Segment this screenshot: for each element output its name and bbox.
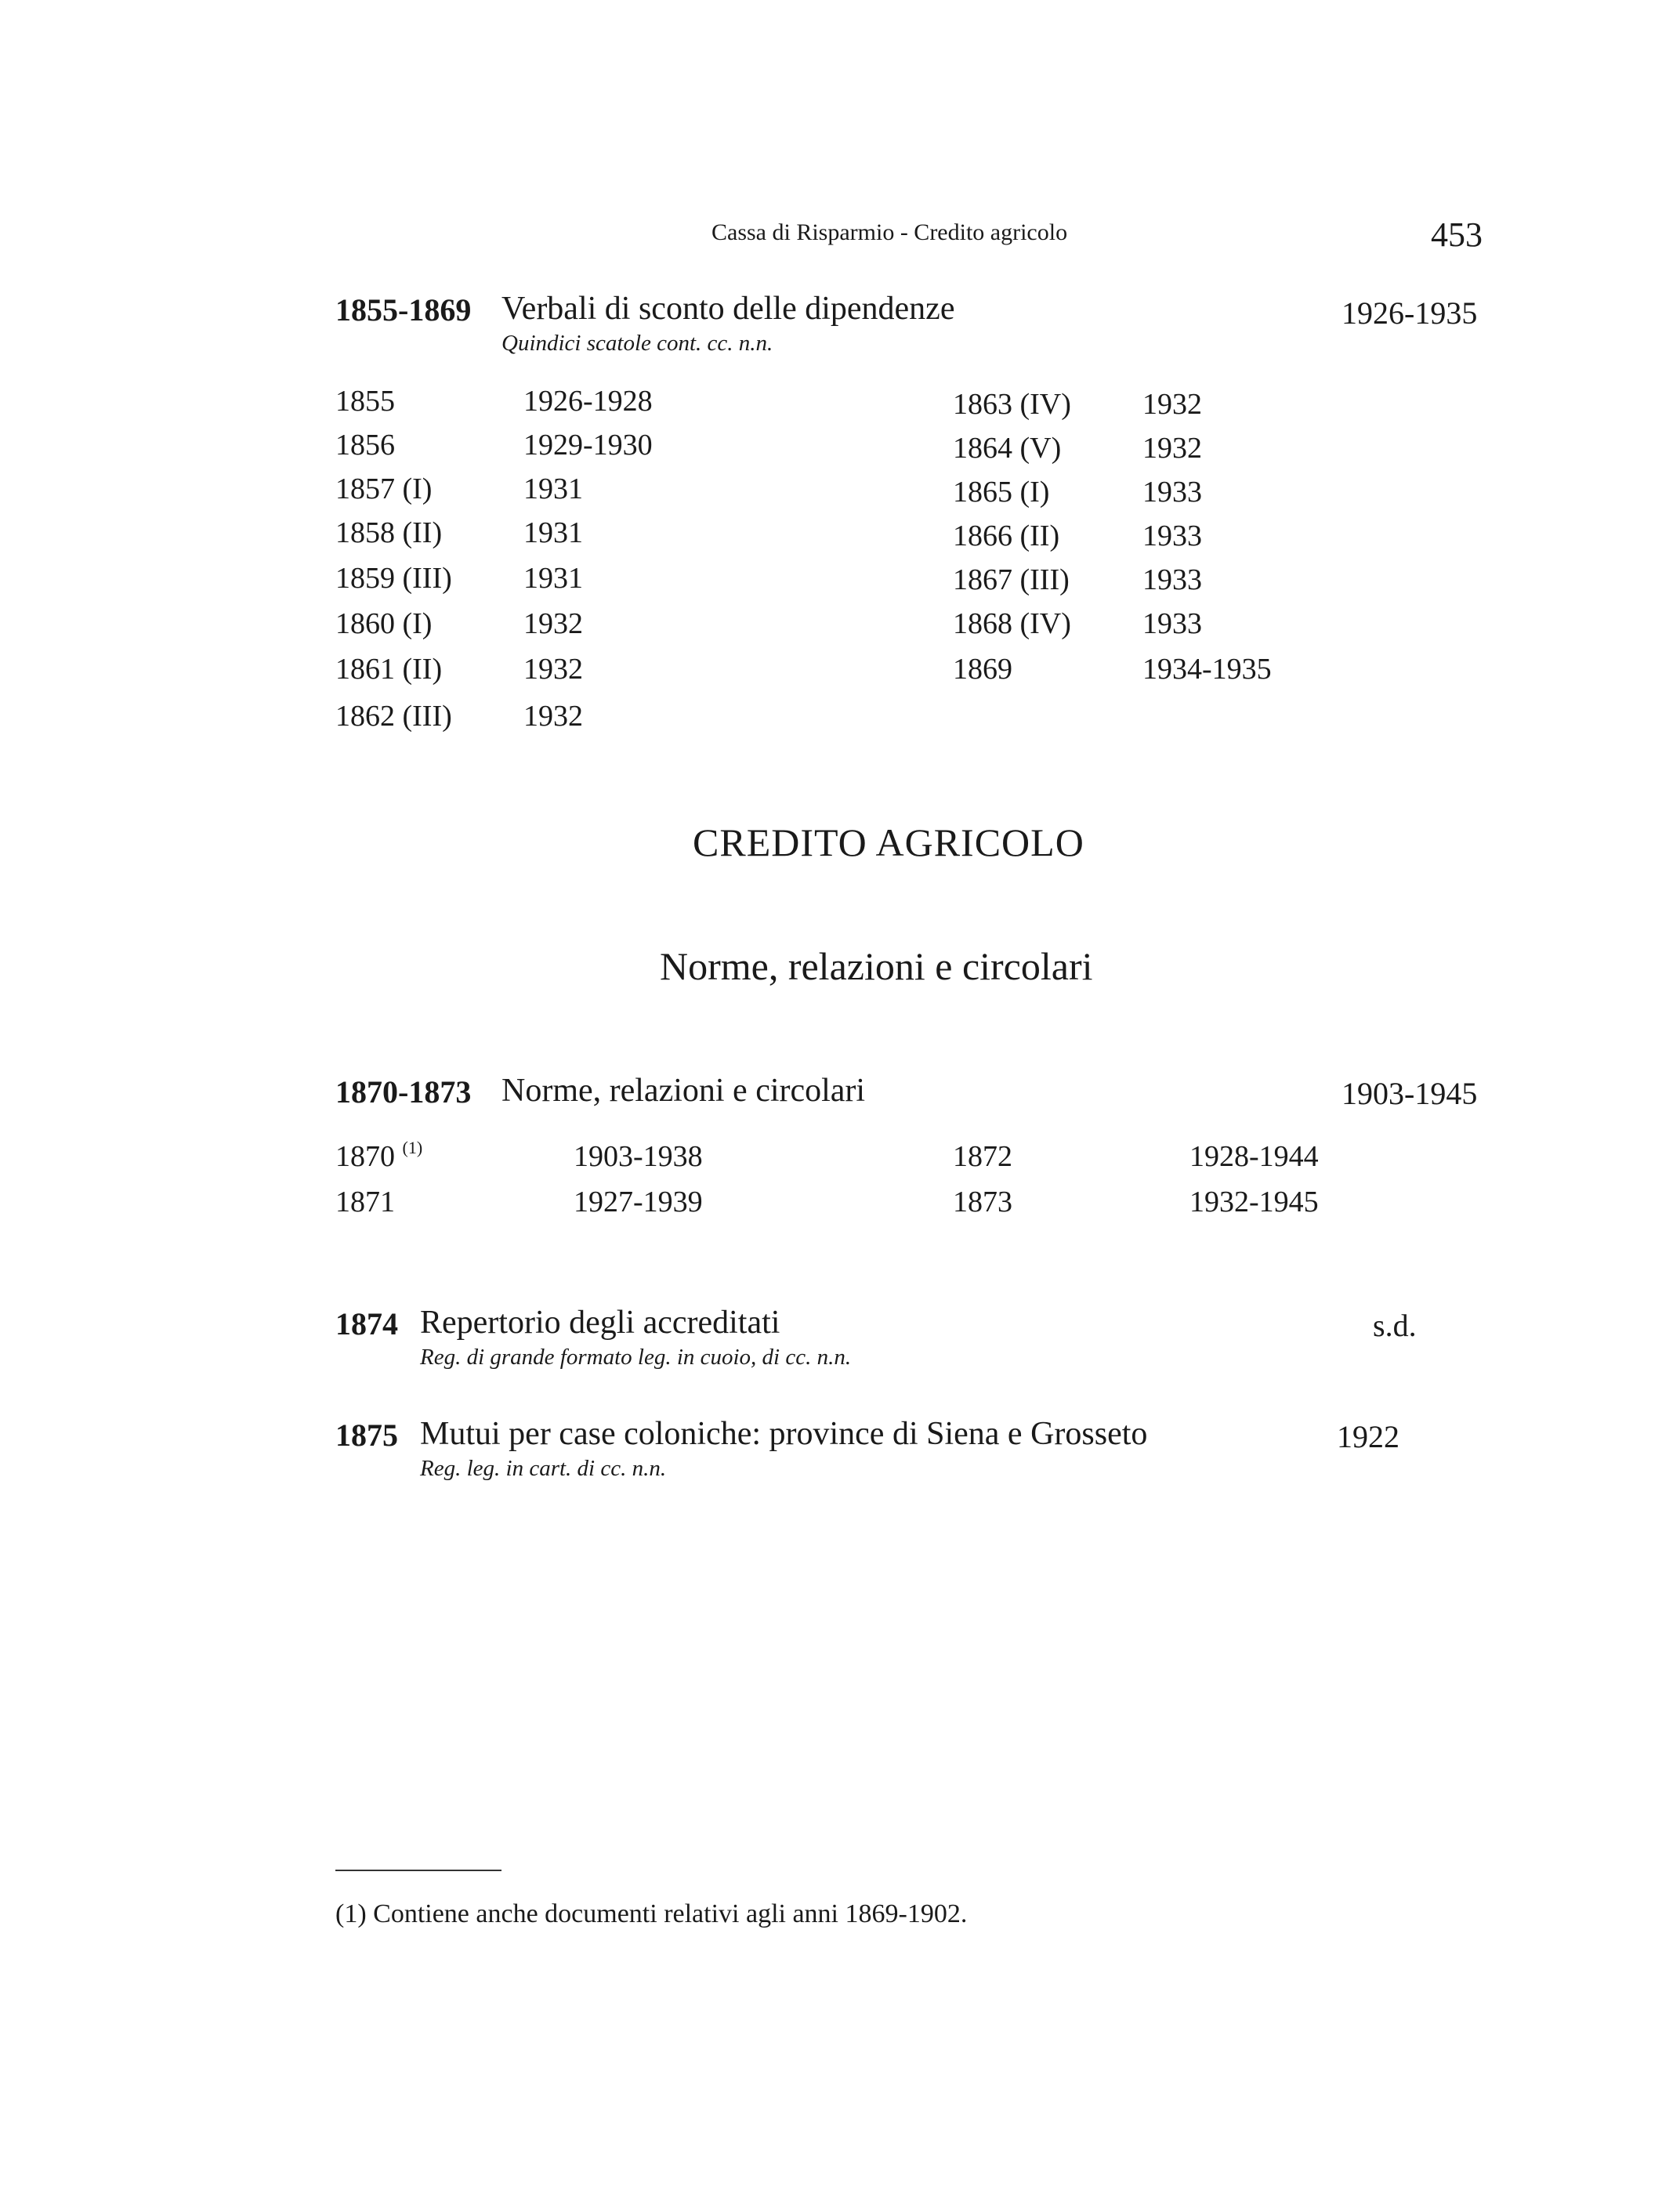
row-unit: 1865 (I) bbox=[953, 476, 1050, 509]
row-dates: 1931 bbox=[523, 562, 583, 595]
entry-date: 1922 bbox=[1337, 1419, 1399, 1454]
row-unit-number: 1870 bbox=[335, 1140, 395, 1173]
row-unit: 1863 (IV) bbox=[953, 388, 1071, 421]
row-unit: 1860 (I) bbox=[335, 607, 433, 640]
row-dates: 1927-1939 bbox=[574, 1186, 703, 1218]
row-dates: 1932 bbox=[1142, 388, 1202, 421]
row-dates: 1932-1945 bbox=[1189, 1186, 1319, 1218]
row-unit: 1861 (II) bbox=[335, 653, 443, 686]
footnote-divider bbox=[335, 1870, 501, 1871]
entry-description: Reg. di grande formato leg. in cuoio, di cc. n.n. bbox=[420, 1345, 852, 1370]
row-unit: 1857 (I) bbox=[335, 472, 433, 505]
row-dates: 1933 bbox=[1142, 607, 1202, 640]
row-unit: 1858 (II) bbox=[335, 516, 443, 549]
row-unit bbox=[335, 1139, 422, 1174]
row-dates: 1933 bbox=[1142, 563, 1202, 596]
entry-description: Quindici scatole cont. cc. n.n. bbox=[501, 331, 773, 356]
row-dates: 1928-1944 bbox=[1189, 1140, 1319, 1173]
row-unit: 1868 (IV) bbox=[953, 607, 1071, 640]
row-unit: 1864 (V) bbox=[953, 432, 1062, 465]
row-unit: 1862 (III) bbox=[335, 700, 452, 733]
row-unit: 1859 (III) bbox=[335, 562, 452, 595]
row-unit: 1856 bbox=[335, 429, 395, 462]
row-unit: 1869 bbox=[953, 653, 1012, 686]
entry-code: 1855-1869 bbox=[335, 292, 472, 328]
section-subtitle: Norme, relazioni e circolari bbox=[660, 944, 1093, 988]
entry-title: Norme, relazioni e circolari bbox=[501, 1073, 866, 1109]
row-dates: 1931 bbox=[523, 472, 583, 505]
row-dates: 1932 bbox=[523, 607, 583, 640]
row-unit: 1866 (II) bbox=[953, 520, 1060, 552]
footnote-reference: (1) bbox=[402, 1138, 423, 1157]
row-unit: 1871 bbox=[335, 1186, 395, 1218]
row-dates: 1931 bbox=[523, 516, 583, 549]
row-dates: 1903-1938 bbox=[574, 1140, 703, 1173]
section-title: CREDITO AGRICOLO bbox=[693, 820, 1084, 864]
footnote: (1) Contiene anche documenti relativi agli anni 1869-1902. bbox=[335, 1899, 968, 1928]
running-header: Cassa di Risparmio - Credito agricolo bbox=[711, 219, 1068, 245]
row-unit: 1855 bbox=[335, 385, 395, 418]
row-dates: 1933 bbox=[1142, 520, 1202, 552]
row-dates: 1929-1930 bbox=[523, 429, 653, 462]
entry-date: 1903-1945 bbox=[1341, 1076, 1478, 1111]
entry-date: s.d. bbox=[1373, 1308, 1417, 1343]
entry-code: 1875 bbox=[335, 1417, 398, 1453]
entry-code: 1870-1873 bbox=[335, 1074, 472, 1110]
page-number: 453 bbox=[1431, 215, 1483, 254]
entry-title: Mutui per case coloniche: province di Siena e Grosseto bbox=[420, 1416, 1148, 1452]
row-unit: 1872 bbox=[953, 1140, 1012, 1173]
row-dates: 1934-1935 bbox=[1142, 653, 1272, 686]
entry-date: 1926-1935 bbox=[1341, 295, 1478, 331]
row-dates: 1926-1928 bbox=[523, 385, 653, 418]
entry-code: 1874 bbox=[335, 1306, 398, 1341]
row-dates: 1932 bbox=[1142, 432, 1202, 465]
row-dates: 1932 bbox=[523, 700, 583, 733]
entry-description: Reg. leg. in cart. di cc. n.n. bbox=[420, 1456, 667, 1481]
entry-title: Repertorio degli accreditati bbox=[420, 1305, 780, 1341]
row-dates: 1933 bbox=[1142, 476, 1202, 509]
entry-title: Verbali di sconto delle dipendenze bbox=[501, 291, 955, 327]
row-unit: 1867 (III) bbox=[953, 563, 1070, 596]
row-dates: 1932 bbox=[523, 653, 583, 686]
row-unit: 1873 bbox=[953, 1186, 1012, 1218]
